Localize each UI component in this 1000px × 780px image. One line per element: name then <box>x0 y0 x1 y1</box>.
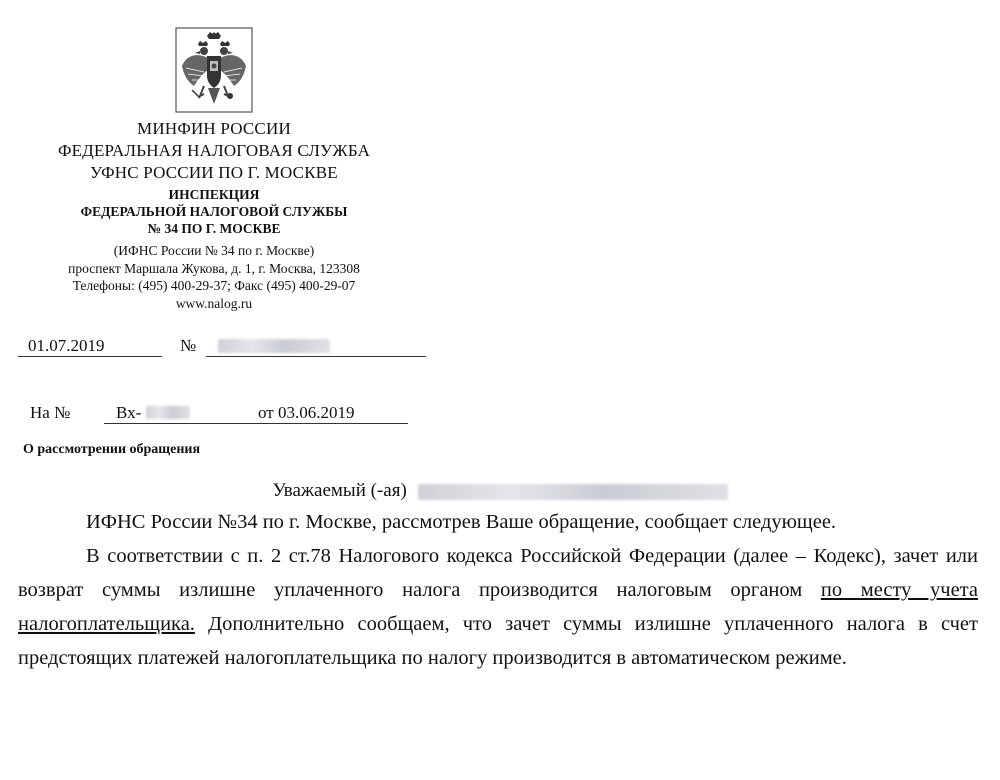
reply-reference <box>18 402 410 426</box>
ministry-name: МИНФИН РОССИИ <box>137 119 291 138</box>
letter-date: 01.07.2019 <box>18 335 162 357</box>
greeting <box>0 480 1000 502</box>
russian-coat-of-arms-icon <box>174 26 254 114</box>
inspection-website: www.nalog.ru <box>175 295 253 311</box>
letterhead <box>18 26 410 312</box>
letter-subject: О рассмотрении обращения <box>23 442 201 457</box>
inspection-title-line2: ФЕДЕРАЛЬНОЙ НАЛОГОВОЙ СЛУЖБЫ <box>80 204 348 219</box>
department-name: УФНС РОССИИ ПО Г. МОСКВЕ <box>90 163 338 182</box>
reply-label: На № <box>30 403 71 422</box>
letter-body <box>18 505 978 675</box>
redacted-reply-number <box>146 406 190 419</box>
number-sign: № <box>180 336 197 355</box>
underlined-phrase: по месту учета налогоплательщика. <box>18 579 978 635</box>
inspection-phones: Телефоны: (495) 400-29-37; Факс (495) 400-29-07 <box>72 278 356 293</box>
paragraph-1: ИФНС России №34 по г. Москве, рассмотрев Ваше обращение, сообщает следующее. <box>86 511 837 533</box>
redacted-recipient-name <box>418 484 728 500</box>
reply-date: от 03.06.2019 <box>258 403 355 422</box>
redacted-letter-number <box>218 339 330 353</box>
service-name: ФЕДЕРАЛЬНАЯ НАЛОГОВАЯ СЛУЖБА <box>57 141 371 160</box>
paragraph-2: В соответствии с п. 2 ст.78 Налогового кодекса Российской Федерации (далее – Кодекс), зачет или возврат суммы излишне уплаченного налога производится налоговым органом по месту учета налогоплательщика. Дополнительно сообщаем, что зачет суммы излишне уплаченного налога в счет предстоящих платежей налогоплательщика по налогу производится в автоматическом режиме. <box>18 545 978 669</box>
inspection-title-line1: ИНСПЕКЦИЯ <box>168 187 260 202</box>
greeting-text: Уважаемый (-ая) <box>272 480 407 501</box>
letter-number <box>206 335 426 357</box>
inspection-short-name: (ИФНС России № 34 по г. Москве) <box>113 243 315 258</box>
inspection-title-line3: № 34 ПО Г. МОСКВЕ <box>147 221 281 236</box>
inspection-address: проспект Маршала Жукова, д. 1, г. Москва, 123308 <box>68 260 360 276</box>
reply-prefix: Вх- <box>116 402 190 424</box>
outgoing-date-number <box>18 335 410 359</box>
